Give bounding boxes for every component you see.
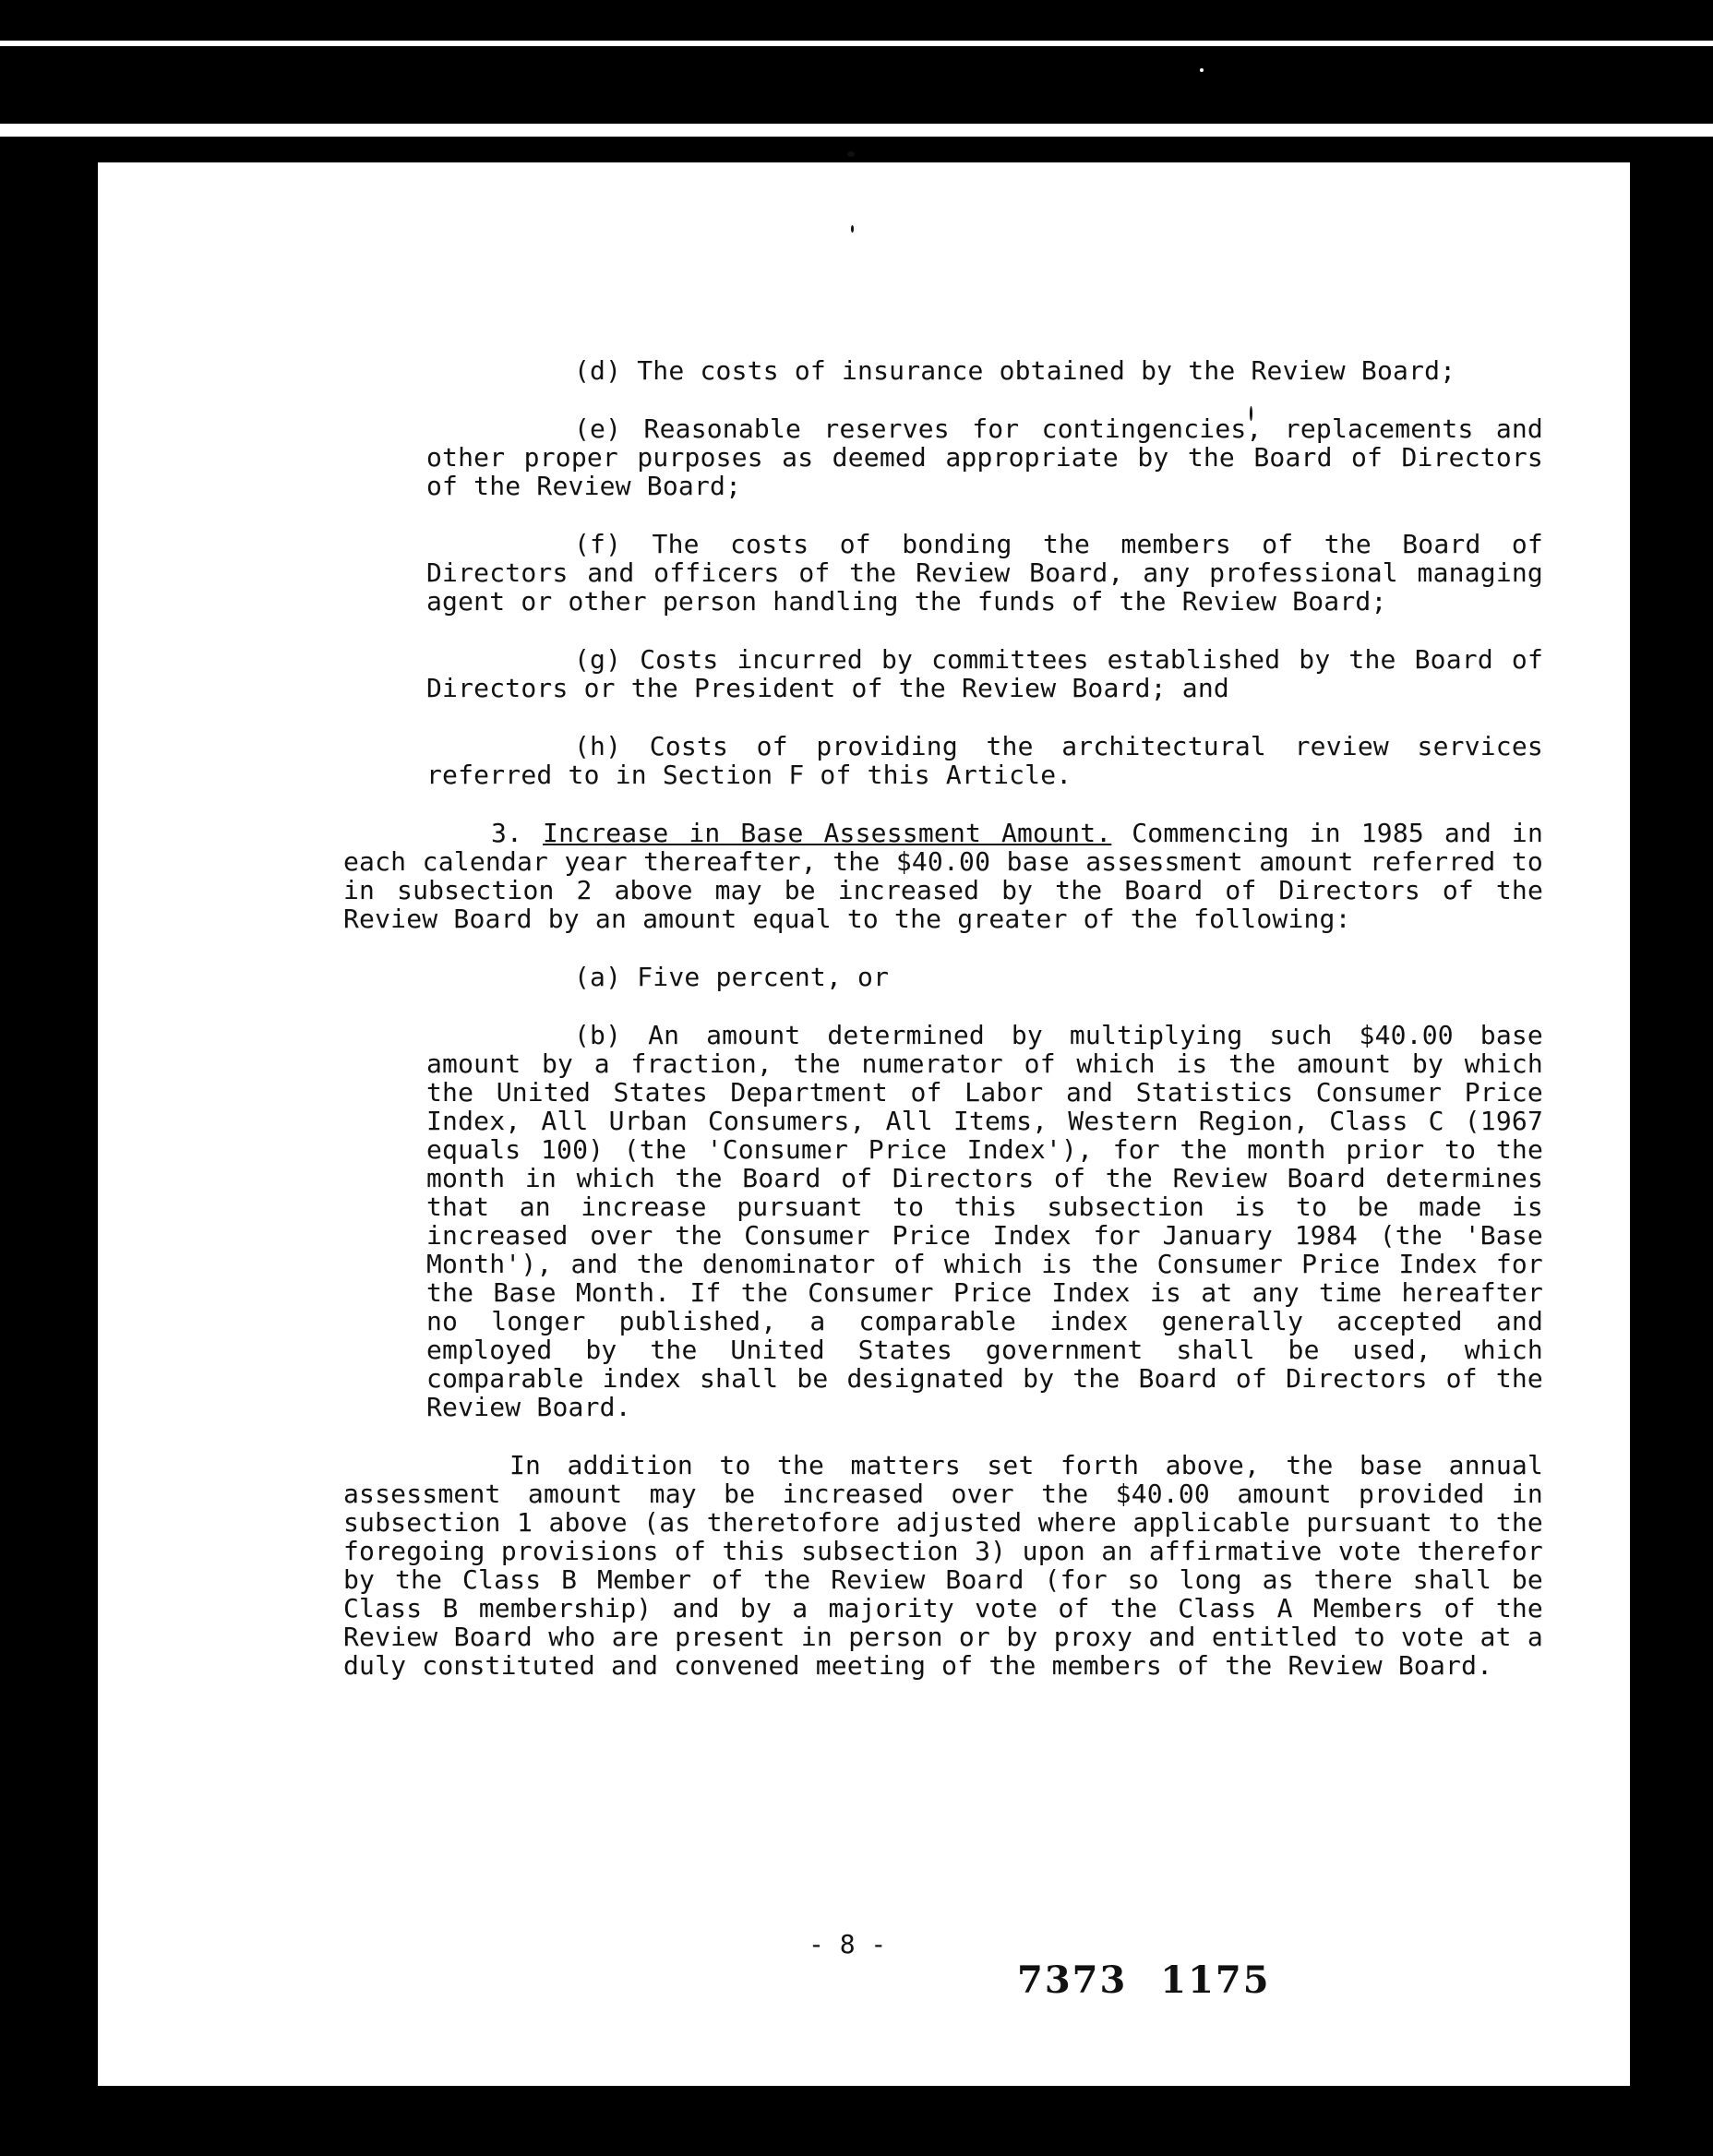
paragraph-h (343, 732, 1543, 789)
paragraph-d-text: The costs of insurance obtained by the Review Board; (637, 355, 1456, 386)
paragraph-g (343, 645, 1543, 702)
closing-paragraph (343, 1451, 1543, 1680)
scan-speck (1200, 68, 1204, 72)
section-3-item-a-text: Five percent, or (637, 962, 890, 992)
paragraph-e-text: Reasonable reserves for contingencies, replacements and other proper purposes as deemed appropriate by the Board of Directors of the Review Board; (426, 413, 1543, 501)
paragraph-h-marker: (h) (574, 731, 622, 761)
section-3-item-b (343, 1021, 1543, 1421)
paragraph-f-text: The costs of bonding the members of the Board of Directors and officers of the Review Board, any professional managing agent or other person handling the funds of the Review Board; (426, 529, 1543, 617)
document-page (98, 162, 1630, 2086)
paragraph-e-marker: (e) (574, 413, 622, 444)
paper-speck (851, 225, 854, 233)
section-3 (343, 819, 1543, 933)
page-number: - 8 - (809, 1929, 887, 1959)
paragraph-f (343, 530, 1543, 616)
paragraph-g-marker: (g) (574, 644, 622, 675)
document-body (343, 356, 1543, 1680)
section-3-item-b-marker: (b) (574, 1020, 622, 1050)
paragraph-f-marker: (f) (574, 529, 622, 559)
paper-speck (847, 151, 855, 157)
paragraph-g-text: Costs incurred by committees established by the Board of Directors or the President of the Review Board; and (426, 644, 1544, 703)
paragraph-d-marker: (d) (574, 355, 622, 386)
section-3-heading: Increase in Base Assessment Amount. (543, 818, 1112, 848)
document-code: 7373 1175 (1017, 1958, 1271, 2002)
section-3-item-a (343, 963, 1543, 991)
closing-paragraph-text: In addition to the matters set forth above, the base annual assessment amount may be increased over the $40.00 amount provided in subsection 1 above (as theretofore adjusted where applicable pursuant to the foregoing provisions of this subsection 3) upon an affirmative vote therefor by the Class B Member of the Review Board (for so long as there shall be Class B membership) and by a majority vote of the Class A Members of the Review Board who are present in person or by proxy and entitled to vote at a duly constituted and convened meeting of the members of the Review Board. (343, 1450, 1543, 1681)
paragraph-d (343, 356, 1543, 385)
scan-border-band (0, 124, 1713, 137)
section-3-number: 3. (491, 818, 523, 848)
section-3-item-a-marker: (a) (574, 962, 622, 992)
paragraph-h-text: Costs of providing the architectural review services referred to in Section F of this Article. (426, 731, 1543, 790)
section-3-item-b-text: An amount determined by multiplying such $40.00 base amount by a fraction, the numerator of which is the amount by which the United States Department of Labor and Statistics Consumer Price Index, All Urban Consumers, All Items, Western Region, Class C (1967 equals 100) (the 'Consumer Price Index'), for the month prior to the month in which the Board of Directors of the Review Board determines that an increase pursuant to this subsection is to be made is increased over the Consumer Price Index for January 1984 (the 'Base Month'), and the denominator of which is the Consumer Price Index for the Base Month. If the Consumer Price Index is at any time hereafter no longer published, a comparable index generally accepted and employed by the United States government shall be used, which comparable index shall be designated by the Board of Directors of the Review Board. (426, 1020, 1543, 1422)
paragraph-e (343, 414, 1543, 500)
section-3-text: Commencing in 1985 and in each calendar year thereafter, the $40.00 base assessment amount referred to in subsection 2 above may be increased by the Board of Directors of the Review Board by an amount equal to the greater of the following: (343, 818, 1544, 934)
scan-border-line (0, 41, 1713, 46)
